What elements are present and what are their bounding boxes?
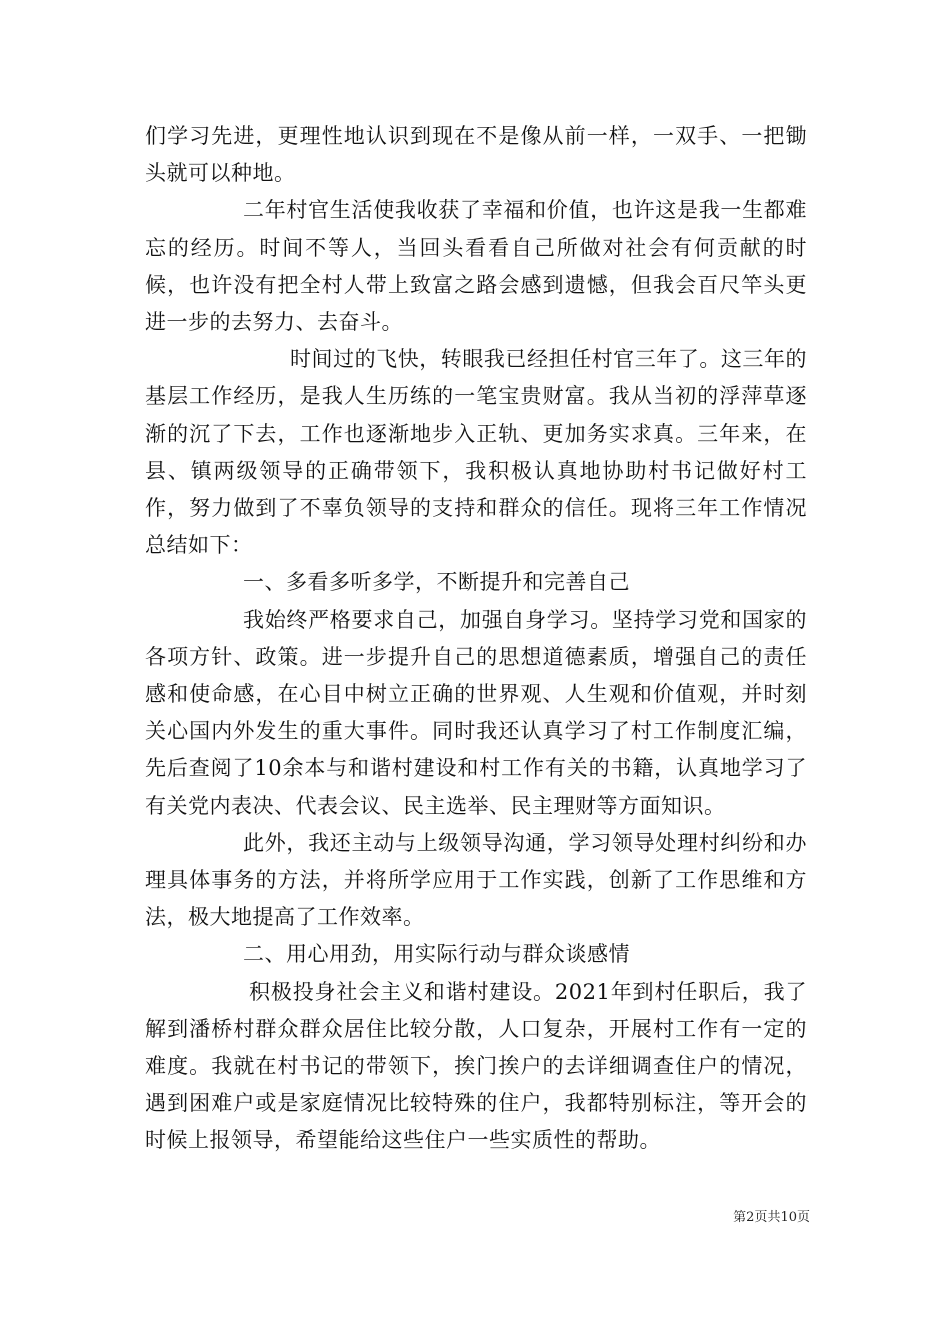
section-heading-2: 二、用心用劲，用实际行动与群众谈感情 xyxy=(243,942,630,967)
document-body xyxy=(145,118,807,1160)
paragraph-three-years: 时间过的飞快，转眼我已经担任村官三年了。这三年的基层工作经历，是我人生历练的一笔宝贵财富。我从当初的浮萍草逐渐的沉了下去，工作也逐渐地步入正轨、更加务实求真。三年来，在县、镇两级领导的正确带领下，我积极认真地协助村书记做好村工作，努力做到了不辜负领导的支持和群众的信任。现将三年工作情况总结如下： xyxy=(145,347,807,558)
section-heading-1: 一、多看多听多学，不断提升和完善自己 xyxy=(243,570,630,595)
paragraph-study: 我始终严格要求自己，加强自身学习。坚持学习党和国家的各项方针、政策。进一步提升自己的思想道德素质，增强自己的责任感和使命感，在心目中树立正确的世界观、人生观和价值观，并时刻关心国内外发生的重大事件。同时我还认真学习了村工作制度汇编，先后查阅了10余本与和谐村建设和村工作有关的书籍，认真地学习了有关党内表决、代表会议、民主选举、民主理财等方面知识。 xyxy=(145,607,807,818)
paragraph-community: 积极投身社会主义和谐村建设。2021年到村任职后，我了解到潘桥村群众群众居住比较分散，人口复杂，开展村工作有一定的难度。我就在村书记的带领下，挨门挨户的去详细调查住户的情况，遇到困难户或是家庭情况比较特殊的住户，我都特别标注，等开会的时候上报领导，希望能给这些住户一些实质性的帮助。 xyxy=(145,979,807,1153)
paragraph-two-years: 二年村官生活使我收获了幸福和价值，也许这是我一生都难忘的经历。时间不等人，当回头看看自己所做对社会有何贡献的时候，也许没有把全村人带上致富之路会感到遗憾，但我会百尺竿头更进一步的去努力、去奋斗。 xyxy=(145,198,807,335)
paragraph-continuation: 们学习先进，更理性地认识到现在不是像从前一样，一双手、一把锄头就可以种地。 xyxy=(145,124,807,186)
page-number: 第2页共10页 xyxy=(733,1210,810,1225)
paragraph-communication: 此外，我还主动与上级领导沟通，学习领导处理村纠纷和办理具体事务的方法，并将所学应用于工作实践，创新了工作思维和方法，极大地提高了工作效率。 xyxy=(145,830,807,930)
